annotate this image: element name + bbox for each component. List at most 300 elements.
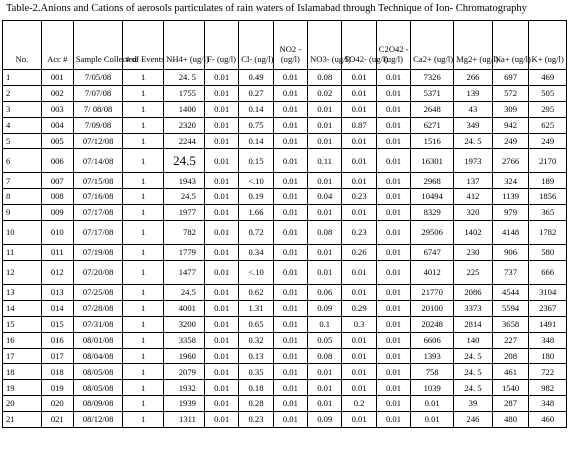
cell-nh4: 1755 [164,85,205,101]
cell-na: 1139 [492,189,529,205]
cell-no3: 0.01 [308,364,342,380]
cell-mg: 349 [454,117,493,133]
cell-mg: 24. 5 [454,380,493,396]
cell-no3: 0.01 [308,133,342,149]
cell-no3: 0.09 [308,300,342,316]
cell-k: 189 [529,173,567,189]
cell-na: 287 [492,396,529,412]
cell-acc: 019 [41,380,73,396]
cell-date: 07/20/08 [73,261,122,285]
cell-cl: 0.28 [239,396,273,412]
table-row [3,245,567,261]
table-row [3,149,567,173]
cell-no: 10 [3,221,42,245]
cell-f: 0.01 [204,316,238,332]
cell-k: 1491 [529,316,567,332]
cell-nh4: 24.5 [164,149,205,173]
table-row [3,364,567,380]
cell-acc: 002 [41,85,73,101]
cell-no3: 0.01 [308,261,342,285]
cell-events: 1 [123,221,164,245]
cell-date: 07/15/08 [73,173,122,189]
cell-date: 07/25/08 [73,285,122,301]
cell-mg: 3373 [454,300,493,316]
cell-c2o4: 0.01 [376,85,410,101]
cell-c2o4: 0.01 [376,348,410,364]
cell-no: 12 [3,261,42,285]
cell-cl: 0.49 [239,70,273,86]
cell-events: 1 [123,332,164,348]
header-c2o4-top: C2O42 - [378,44,409,55]
cell-events: 1 [123,189,164,205]
cell-events: 1 [123,261,164,285]
cell-cl: 0.19 [239,189,273,205]
cell-no: 21 [3,412,42,428]
cell-k: 249 [529,133,567,149]
cell-so4: 0.01 [342,261,376,285]
cell-so4: 0.87 [342,117,376,133]
cell-so4: 0.01 [342,285,376,301]
table-row [3,101,567,117]
cell-mg: 2814 [454,316,493,332]
cell-k: 3104 [529,285,567,301]
cell-acc: 017 [41,348,73,364]
cell-nh4: 2244 [164,133,205,149]
cell-ca: 6606 [411,332,454,348]
cell-ca: 6271 [411,117,454,133]
cell-events: 1 [123,173,164,189]
cell-no2: 0.01 [273,101,307,117]
cell-c2o4: 0.01 [376,300,410,316]
cell-c2o4: 0.01 [376,332,410,348]
cell-ca: 20100 [411,300,454,316]
cell-no3: 0.01 [308,173,342,189]
cell-events: 1 [123,245,164,261]
cell-date: 07/17/08 [73,205,122,221]
cell-mg: 246 [454,412,493,428]
cell-no2: 0.01 [273,189,307,205]
cell-mg: 24. 5 [454,133,493,149]
cell-mg: 137 [454,173,493,189]
cell-no: 15 [3,316,42,332]
cell-na: 2766 [492,149,529,173]
cell-na: 249 [492,133,529,149]
cell-c2o4: 0.01 [376,261,410,285]
cell-ca: 0.01 [411,396,454,412]
cell-k: 2367 [529,300,567,316]
cell-c2o4: 0.01 [376,189,410,205]
cell-ca: 16301 [411,149,454,173]
cell-f: 0.01 [204,70,238,86]
cell-no2: 0.01 [273,364,307,380]
cell-f: 0.01 [204,348,238,364]
cell-events: 1 [123,117,164,133]
cell-mg: 43 [454,101,493,117]
cell-f: 0.01 [204,149,238,173]
cell-c2o4: 0.01 [376,149,410,173]
cell-na: 1540 [492,380,529,396]
cell-no: 13 [3,285,42,301]
cell-f: 0.01 [204,101,238,117]
cell-no3: 0.1 [308,316,342,332]
cell-date: 08/05/08 [73,380,122,396]
cell-nh4: 782 [164,221,205,245]
cell-date: 07/12/08 [73,133,122,149]
cell-events: 1 [123,300,164,316]
cell-nh4: 24.5 [164,189,205,205]
cell-cl: 0.18 [239,380,273,396]
cell-k: 505 [529,85,567,101]
cell-cl: <.10 [239,173,273,189]
cell-nh4: 4001 [164,300,205,316]
cell-mg: 1973 [454,149,493,173]
cell-no3: 0.06 [308,285,342,301]
cell-acc: 021 [41,412,73,428]
cell-ca: 20248 [411,316,454,332]
cell-acc: 008 [41,189,73,205]
cell-k: 625 [529,117,567,133]
cell-so4: 0.01 [342,85,376,101]
cell-acc: 018 [41,364,73,380]
cell-k: 1856 [529,189,567,205]
cell-na: 942 [492,117,529,133]
cell-acc: 007 [41,173,73,189]
cell-nh4: 3200 [164,316,205,332]
cell-no2: 0.01 [273,133,307,149]
cell-f: 0.01 [204,332,238,348]
cell-no: 6 [3,149,42,173]
cell-na: 208 [492,348,529,364]
table-row [3,396,567,412]
cell-f: 0.01 [204,245,238,261]
cell-no3: 0.08 [308,348,342,364]
cell-nh4: 24.5 [164,285,205,301]
cell-no2: 0.01 [273,205,307,221]
cell-no2: 0.01 [273,332,307,348]
header-no2-top: NO2 - [279,44,302,55]
cell-nh4: 1400 [164,101,205,117]
cell-date: 07/17/08 [73,221,122,245]
cell-k: 348 [529,332,567,348]
table-body [3,70,567,428]
cell-f: 0.01 [204,133,238,149]
cell-no2: 0.01 [273,245,307,261]
cell-mg: 2086 [454,285,493,301]
cell-c2o4: 0.01 [376,380,410,396]
cell-k: 469 [529,70,567,86]
cell-mg: 24. 5 [454,348,493,364]
cell-so4: 0.23 [342,189,376,205]
cell-no2: 0.01 [273,261,307,285]
cell-k: 722 [529,364,567,380]
cell-c2o4: 0.01 [376,117,410,133]
cell-na: 5594 [492,300,529,316]
cell-so4: 0.01 [342,364,376,380]
cell-f: 0.01 [204,412,238,428]
header-nh4: NH4+ (ug/l) [164,21,205,70]
cell-so4: 0.01 [342,205,376,221]
cell-no3: 0.01 [308,380,342,396]
cell-cl: 0.23 [239,412,273,428]
cell-f: 0.01 [204,364,238,380]
cell-acc: 009 [41,205,73,221]
header-k: K+ (ug/l) [529,21,567,70]
cell-no2: 0.01 [273,285,307,301]
cell-na: 3658 [492,316,529,332]
header-no: No. [3,21,42,70]
cell-events: 1 [123,348,164,364]
cell-ca: 6747 [411,245,454,261]
table-row [3,300,567,316]
cell-c2o4: 0.01 [376,316,410,332]
cell-acc: 010 [41,221,73,245]
table-row [3,85,567,101]
ion-chromatography-table [2,20,567,428]
cell-date: 07/16/08 [73,189,122,205]
cell-acc: 015 [41,316,73,332]
table-row [3,133,567,149]
cell-ca: 758 [411,364,454,380]
table-header-row [3,21,567,70]
cell-no: 1 [3,70,42,86]
cell-no2: 0.01 [273,117,307,133]
table-caption: Table-2.Anions and Cations of aerosols particulates of rain waters of Islamabad through Technique of Ion- Chromatography [6,3,527,14]
cell-na: 979 [492,205,529,221]
cell-date: 7/09/08 [73,117,122,133]
cell-f: 0.01 [204,205,238,221]
cell-cl: 0.15 [239,149,273,173]
cell-so4: 0.01 [342,173,376,189]
cell-events: 1 [123,412,164,428]
cell-no: 3 [3,101,42,117]
cell-no: 17 [3,348,42,364]
cell-acc: 014 [41,300,73,316]
cell-so4: 0.29 [342,300,376,316]
cell-ca: 1393 [411,348,454,364]
cell-f: 0.01 [204,189,238,205]
cell-no2: 0.01 [273,173,307,189]
cell-na: 480 [492,412,529,428]
table-row [3,221,567,245]
cell-nh4: 2320 [164,117,205,133]
cell-no2: 0.01 [273,85,307,101]
header-acc: Acc # [41,21,73,70]
cell-cl: 0.75 [239,117,273,133]
cell-k: 365 [529,205,567,221]
cell-events: 1 [123,149,164,173]
cell-ca: 1039 [411,380,454,396]
cell-ca: 0.01 [411,412,454,428]
cell-no: 8 [3,189,42,205]
cell-events: 1 [123,364,164,380]
cell-nh4: 1477 [164,261,205,285]
cell-c2o4: 0.01 [376,364,410,380]
cell-date: 08/12/08 [73,412,122,428]
cell-k: 295 [529,101,567,117]
cell-date: 08/09/08 [73,396,122,412]
cell-mg: 266 [454,70,493,86]
cell-no3: 0.08 [308,221,342,245]
cell-nh4: 1939 [164,396,205,412]
cell-acc: 013 [41,285,73,301]
header-no2-unit: (ug/l) [280,54,300,65]
cell-cl: 0.62 [239,285,273,301]
cell-acc: 001 [41,70,73,86]
cell-events: 1 [123,85,164,101]
cell-f: 0.01 [204,221,238,245]
cell-no3: 0.11 [308,149,342,173]
header-no3: NO3- (ug/l) [308,21,342,70]
cell-cl: 0.13 [239,348,273,364]
cell-c2o4: 0.01 [376,205,410,221]
cell-no: 7 [3,173,42,189]
cell-ca: 5371 [411,85,454,101]
header-f: F- (ug/l) [204,21,238,70]
cell-na: 461 [492,364,529,380]
cell-no: 16 [3,332,42,348]
cell-so4: 0.23 [342,221,376,245]
cell-nh4: 1943 [164,173,205,189]
cell-mg: 230 [454,245,493,261]
cell-nh4: 1779 [164,245,205,261]
cell-date: 08/05/08 [73,364,122,380]
cell-events: 1 [123,396,164,412]
cell-f: 0.01 [204,285,238,301]
cell-so4: 0.01 [342,70,376,86]
cell-cl: 0.65 [239,316,273,332]
table-row [3,189,567,205]
cell-no: 5 [3,133,42,149]
cell-nh4: 1960 [164,348,205,364]
cell-events: 1 [123,70,164,86]
cell-date: 07/14/08 [73,149,122,173]
cell-no2: 0.01 [273,221,307,245]
cell-cl: <.10 [239,261,273,285]
table-row [3,332,567,348]
header-so4: SO42- (ug/l) [342,21,376,70]
cell-events: 1 [123,380,164,396]
cell-ca: 1516 [411,133,454,149]
cell-no2: 0.01 [273,70,307,86]
cell-k: 348 [529,396,567,412]
cell-f: 0.01 [204,396,238,412]
cell-nh4: 1977 [164,205,205,221]
cell-so4: 0.01 [342,332,376,348]
cell-no: 14 [3,300,42,316]
cell-acc: 011 [41,245,73,261]
table-row [3,261,567,285]
header-events: # of Events [123,21,164,70]
cell-na: 572 [492,85,529,101]
cell-no: 18 [3,364,42,380]
table-row [3,412,567,428]
cell-cl: 0.14 [239,133,273,149]
cell-cl: 0.32 [239,332,273,348]
cell-ca: 8329 [411,205,454,221]
cell-no: 19 [3,380,42,396]
cell-f: 0.01 [204,117,238,133]
cell-mg: 320 [454,205,493,221]
cell-no3: 0.02 [308,85,342,101]
cell-date: 08/04/08 [73,348,122,364]
cell-cl: 0.34 [239,245,273,261]
cell-mg: 412 [454,189,493,205]
cell-no3: 0.01 [308,396,342,412]
cell-so4: 0.01 [342,412,376,428]
cell-no: 2 [3,85,42,101]
cell-mg: 139 [454,85,493,101]
table-row [3,380,567,396]
cell-no2: 0.01 [273,300,307,316]
cell-acc: 012 [41,261,73,285]
cell-no3: 0.01 [308,205,342,221]
cell-cl: 0.72 [239,221,273,245]
cell-cl: 0.35 [239,364,273,380]
cell-no3: 0.08 [308,70,342,86]
cell-f: 0.01 [204,85,238,101]
cell-ca: 21770 [411,285,454,301]
header-no2 [273,21,307,70]
cell-na: 309 [492,101,529,117]
cell-f: 0.01 [204,261,238,285]
cell-events: 1 [123,101,164,117]
cell-k: 1782 [529,221,567,245]
cell-k: 982 [529,380,567,396]
cell-na: 737 [492,261,529,285]
cell-so4: 0.3 [342,316,376,332]
cell-so4: 0.01 [342,348,376,364]
cell-ca: 29506 [411,221,454,245]
cell-no2: 0.01 [273,380,307,396]
cell-na: 4148 [492,221,529,245]
cell-nh4: 1311 [164,412,205,428]
cell-c2o4: 0.01 [376,285,410,301]
cell-so4: 0.2 [342,396,376,412]
cell-mg: 1402 [454,221,493,245]
cell-ca: 2648 [411,101,454,117]
cell-so4: 0.01 [342,101,376,117]
cell-nh4: 24. 5 [164,70,205,86]
cell-no: 11 [3,245,42,261]
cell-no3: 0.09 [308,412,342,428]
cell-acc: 003 [41,101,73,117]
cell-na: 4544 [492,285,529,301]
cell-acc: 016 [41,332,73,348]
table-row [3,117,567,133]
cell-c2o4: 0.01 [376,396,410,412]
header-ca: Ca2+ (ug/l) [411,21,454,70]
table-row [3,348,567,364]
table-row [3,285,567,301]
cell-no3: 0.05 [308,332,342,348]
cell-so4: 0.26 [342,245,376,261]
cell-date: 07/28/08 [73,300,122,316]
cell-date: 07/31/08 [73,316,122,332]
cell-c2o4: 0.01 [376,245,410,261]
cell-no: 20 [3,396,42,412]
cell-date: 08/01/08 [73,332,122,348]
cell-no2: 0.01 [273,412,307,428]
cell-na: 324 [492,173,529,189]
cell-k: 580 [529,245,567,261]
cell-mg: 24. 5 [454,364,493,380]
cell-c2o4: 0.01 [376,221,410,245]
cell-ca: 10494 [411,189,454,205]
cell-no2: 0.01 [273,149,307,173]
cell-k: 180 [529,348,567,364]
header-sample-collected: Sample Collected [73,21,122,70]
cell-ca: 7326 [411,70,454,86]
